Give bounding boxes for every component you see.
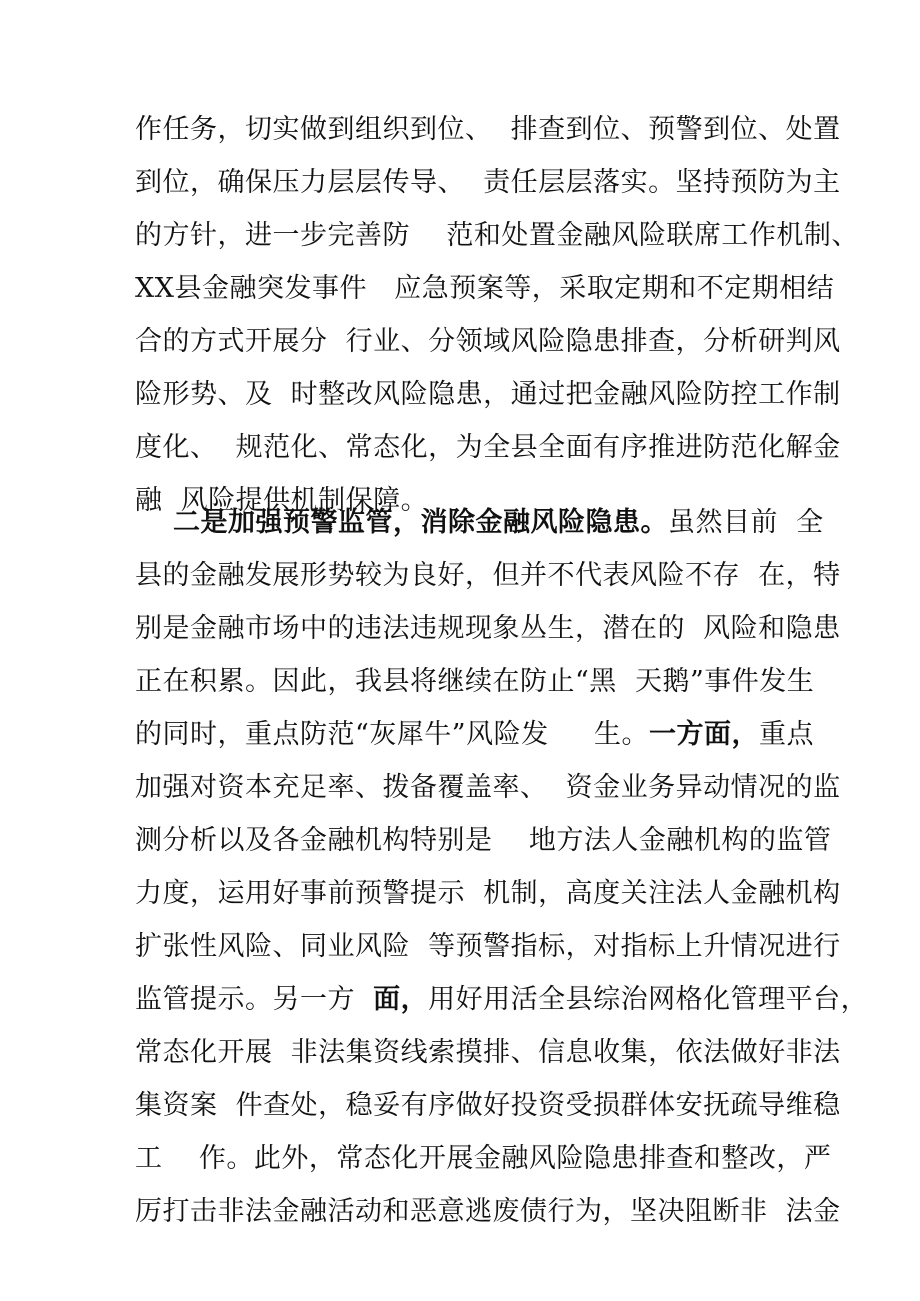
text-span: 用好用活全县综治网格化管理平台，	[428, 984, 869, 1015]
text-line: 到位，确保压力层层传导、 责任层层落实。坚持预防为主	[135, 167, 841, 198]
text-line: 扩张性风险、同业风险 等预警指标，对指标上升情况进行	[135, 931, 841, 962]
text-line: 厉打击非法金融活动和恶意逃废债行为，坚决阻断非 法金	[135, 1196, 841, 1227]
text-line: 合的方式开展分 行业、分领域风险隐患排查，分析研判风	[135, 326, 841, 357]
section-heading: 二是加强预警监管，消除金融风险隐患。	[173, 507, 668, 538]
text-line: 险形势、及 时整改风险隐患，通过把金融风险防控工作制	[135, 379, 841, 410]
emphasis-text: 面，	[373, 984, 429, 1015]
text-line: 度化、 规范化、常态化，为全县全面有序推进防范化解金	[135, 432, 841, 463]
text-span: 监管提示。另一方	[135, 984, 374, 1015]
text-line: 县的金融发展形势较为良好，但并不代表风险不存 在，特	[135, 560, 841, 591]
text-line: 工 作。此外，常态化开展金融风险隐患排查和整改，严	[135, 1143, 832, 1174]
text-span: 的同时，重点防范“灰犀牛”风险发 生。	[135, 719, 650, 750]
text-line: 别是金融市场中的违法违规现象丛生，潜在的 风险和隐患	[135, 613, 841, 644]
text-line: 正在积累。因此，我县将继续在防止“黑 天鹅”事件发生	[135, 666, 815, 697]
text-line: 融 风险提供机制保障。	[135, 485, 429, 516]
text-line: 作任务，切实做到组织到位、 排查到位、预警到位、处置	[135, 114, 841, 145]
text-line	[135, 496, 824, 549]
emphasis-text: 一方面，	[649, 719, 760, 750]
text-line	[135, 973, 869, 1026]
text-line: 力度，运用好事前预警提示 机制，高度关注法人金融机构	[135, 878, 841, 909]
text-line: 加强对资本充足率、拨备覆盖率、 资金业务异动情况的监	[135, 772, 841, 803]
text-line: XX县金融突发事件 应急预案等，采取定期和不定期相结	[135, 273, 835, 304]
text-line: 集资案 件查处，稳妥有序做好投资受损群体安抚疏导维稳	[135, 1090, 841, 1121]
text-line	[135, 708, 815, 761]
text-line: 的方针，进一步完善防 范和处置金融风险联席工作机制、	[135, 220, 859, 251]
text-span: 重点	[759, 719, 815, 750]
text-line: 常态化开展 非法集资线索摸排、信息收集，依法做好非法	[135, 1037, 841, 1068]
text-line: 测分析以及各金融机构特别是 地方法人金融机构的监管	[135, 825, 832, 856]
paragraph-2	[135, 496, 869, 1238]
text-span: 虽然目前 全	[668, 507, 824, 538]
paragraph-1	[135, 103, 859, 527]
